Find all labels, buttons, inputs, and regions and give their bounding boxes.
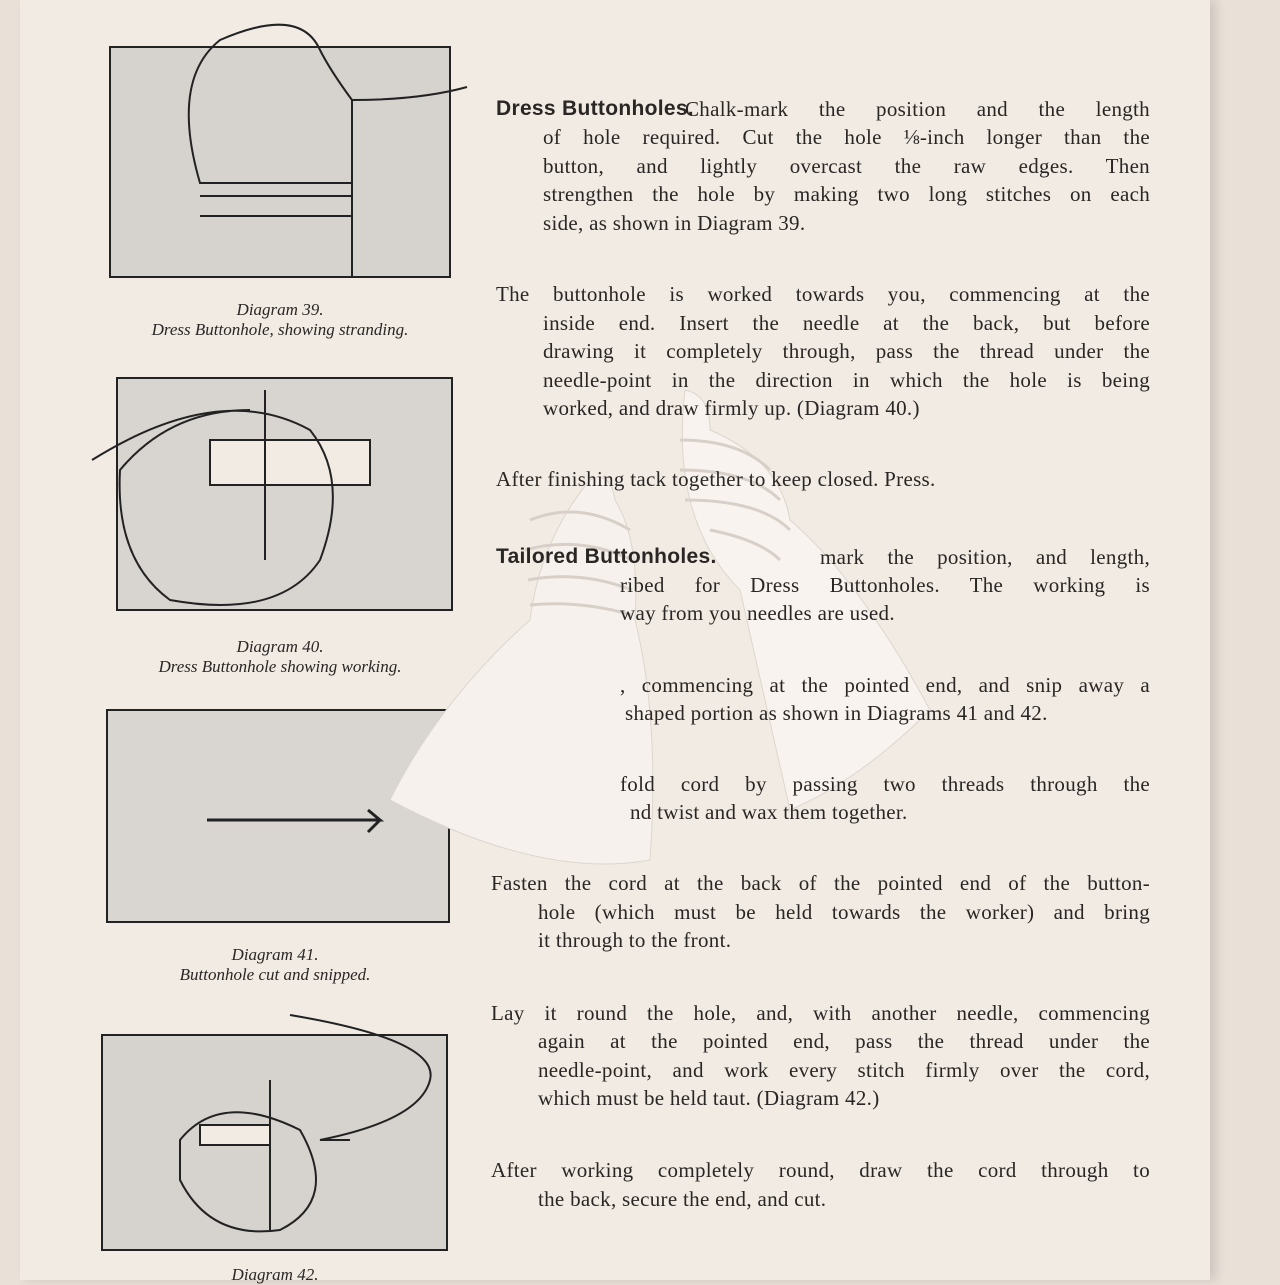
- text-line: button, and lightly overcast the raw edges. Then: [543, 154, 1150, 178]
- caption-39: Diagram 39. Dress Buttonhole, showing stranding.: [151, 300, 409, 339]
- text-line: the back, secure the end, and cut.: [538, 1187, 827, 1211]
- text-line: ribed for Dress Buttonholes. The working is: [620, 573, 1150, 597]
- text-line: Lay it round the hole, and, with another needle, commencing: [491, 1001, 1150, 1025]
- text-line: Chalk-mark the position and the length: [685, 97, 1150, 121]
- text-line: drawing it completely through, pass the thread under the: [543, 339, 1150, 363]
- section-heading: Tailored Buttonholes.: [496, 545, 717, 568]
- caption-41: Diagram 41. Buttonhole cut and snipped.: [179, 945, 371, 984]
- text-line: worked, and draw firmly up. (Diagram 40.): [543, 396, 920, 420]
- text-line: fold cord by passing two threads through the: [620, 772, 1150, 796]
- section-heading: Dress Buttonholes.: [496, 97, 694, 120]
- book-page: [20, 0, 1210, 1284]
- text-line: After finishing tack together to keep closed. Press.: [496, 467, 936, 491]
- text-line: needle-point, and work every stitch firmly over the cord,: [538, 1058, 1150, 1082]
- text-line: inside end. Insert the needle at the back, but before: [543, 311, 1150, 335]
- text-line: of hole required. Cut the hole ⅛-inch longer than the: [543, 125, 1150, 149]
- text-line: which must be held taut. (Diagram 42.): [538, 1086, 880, 1110]
- caption-40: Diagram 40. Dress Buttonhole showing working.: [158, 637, 402, 676]
- text-line: again at the pointed end, pass the thread under the: [538, 1029, 1150, 1053]
- text-line: it through to the front.: [538, 928, 732, 952]
- text-line: Fasten the cord at the back of the pointed end of the button-: [491, 871, 1150, 895]
- text-line: shaped portion as shown in Diagrams 41 and 42.: [625, 701, 1048, 725]
- text-line: nd twist and wax them together.: [630, 800, 908, 824]
- text-line: , commencing at the pointed end, and snip away a: [620, 673, 1150, 697]
- text-line: strengthen the hole by making two long stitches on each: [543, 182, 1150, 206]
- text-line: mark the position, and length,: [820, 545, 1150, 569]
- text-line: hole (which must be held towards the worker) and bring: [538, 900, 1150, 924]
- text-line: way from you needles are used.: [620, 601, 895, 625]
- caption-42: Diagram 42.: [231, 1265, 319, 1284]
- text-line: After working completely round, draw the cord through to: [491, 1158, 1150, 1182]
- text-line: needle-point in the direction in which the hole is being: [543, 368, 1150, 392]
- text-line: The buttonhole is worked towards you, commencing at the: [496, 282, 1150, 306]
- text-line: side, as shown in Diagram 39.: [543, 211, 806, 235]
- body-text: [20, 0, 1210, 1280]
